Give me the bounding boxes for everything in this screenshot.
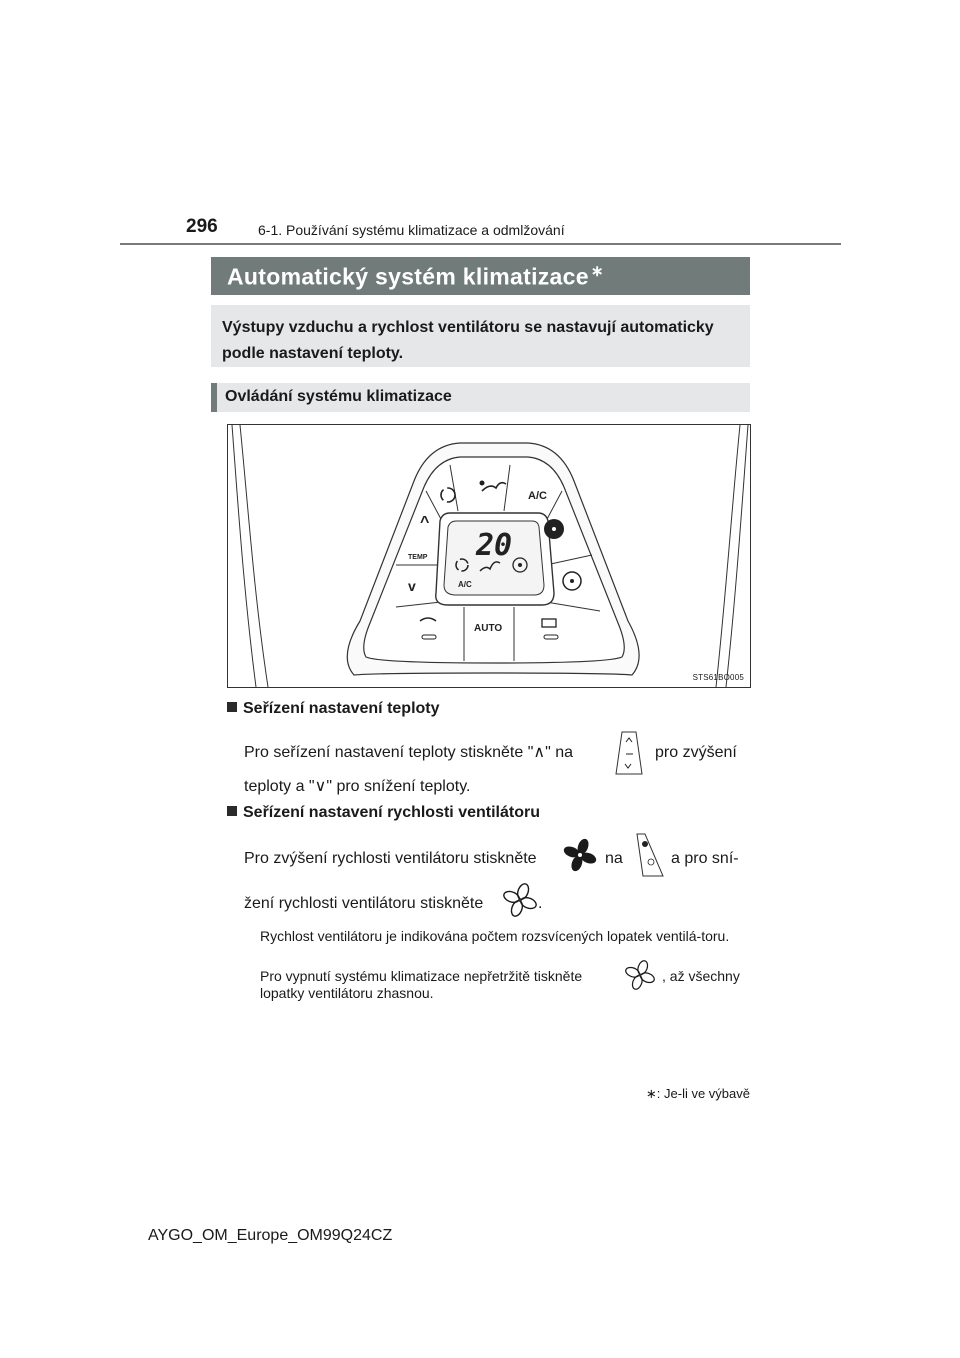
temp-para-2: teploty a "∨" pro snížení teploty. [244, 778, 471, 795]
display-temp: 20 [475, 528, 513, 563]
temp-heading-text: Seřízení nastavení teploty [243, 700, 440, 717]
fan-para-1-mid: na [605, 850, 623, 867]
climate-panel-figure [227, 424, 751, 688]
temp-switch-icon [614, 730, 644, 776]
fan-section-heading [227, 804, 540, 822]
ac-button[interactable]: A/C [528, 490, 547, 502]
section-title-text: Automatický systém klimatizace [227, 263, 589, 290]
fan-low-icon [503, 883, 537, 917]
temp-down-button[interactable]: v [408, 578, 416, 594]
bullet-square [227, 806, 237, 816]
temp-para-1-after: pro zvýšení [655, 744, 737, 761]
subsection-accent [211, 383, 217, 412]
optional-marker: ∗ [590, 263, 604, 280]
footnote: ∗: Je-li ve výbavě [645, 1086, 750, 1101]
climate-panel-illustration [228, 425, 750, 687]
intro-box [211, 305, 750, 367]
footer-document-id: AYGO_OM_Europe_OM99Q24CZ [148, 1227, 393, 1244]
fan-high-icon [563, 838, 597, 872]
fan-switch-icon [633, 832, 665, 878]
display-ac-label: A/C [458, 580, 472, 589]
fan-high-icon[interactable] [544, 519, 564, 539]
subsection-title: Ovládání systému klimatizace [225, 388, 452, 405]
temp-para-1-before: Pro seřízení nastavení teploty stiskněte "∧" na [244, 744, 574, 761]
temp-label: TEMP [408, 554, 428, 561]
fan-para-2-after: . [538, 895, 543, 912]
figure-code: STS61BO005 [692, 673, 744, 682]
fan-heading-text: Seřízení nastavení rychlosti ventilátoru [243, 804, 540, 821]
section-title-bar [211, 257, 750, 295]
temp-section-heading [227, 700, 440, 718]
auto-button[interactable]: AUTO [474, 623, 503, 634]
fan-note-2-after: , až všechny lopatky ventilátoru zhasnou. [260, 968, 740, 1001]
page-number: 296 [186, 216, 218, 237]
chapter-title: 6-1. Používání systému klimatizace a odmlžování [258, 222, 565, 238]
fan-para-2-before: žení rychlosti ventilátoru stiskněte [244, 895, 484, 912]
section-title [227, 262, 604, 291]
bullet-square [227, 702, 237, 712]
fan-note-2-before: Pro vypnutí systému klimatizace nepřetržitě tiskněte [260, 968, 583, 984]
temp-up-button[interactable]: ^ [420, 514, 430, 531]
header-rule [120, 243, 841, 245]
intro-text: Výstupy vzduchu a rychlost ventilátoru se nastavují automaticky podle nastavení teploty. [222, 319, 714, 362]
fan-para-1-after: a pro sní- [671, 850, 739, 867]
fan-note-1: Rychlost ventilátoru je indikována počtem rozsvícených lopatek ventilá-toru. [260, 928, 730, 944]
fan-para-1-before: Pro zvýšení rychlosti ventilátoru stiskněte [244, 850, 537, 867]
subsection-bar [211, 383, 750, 412]
